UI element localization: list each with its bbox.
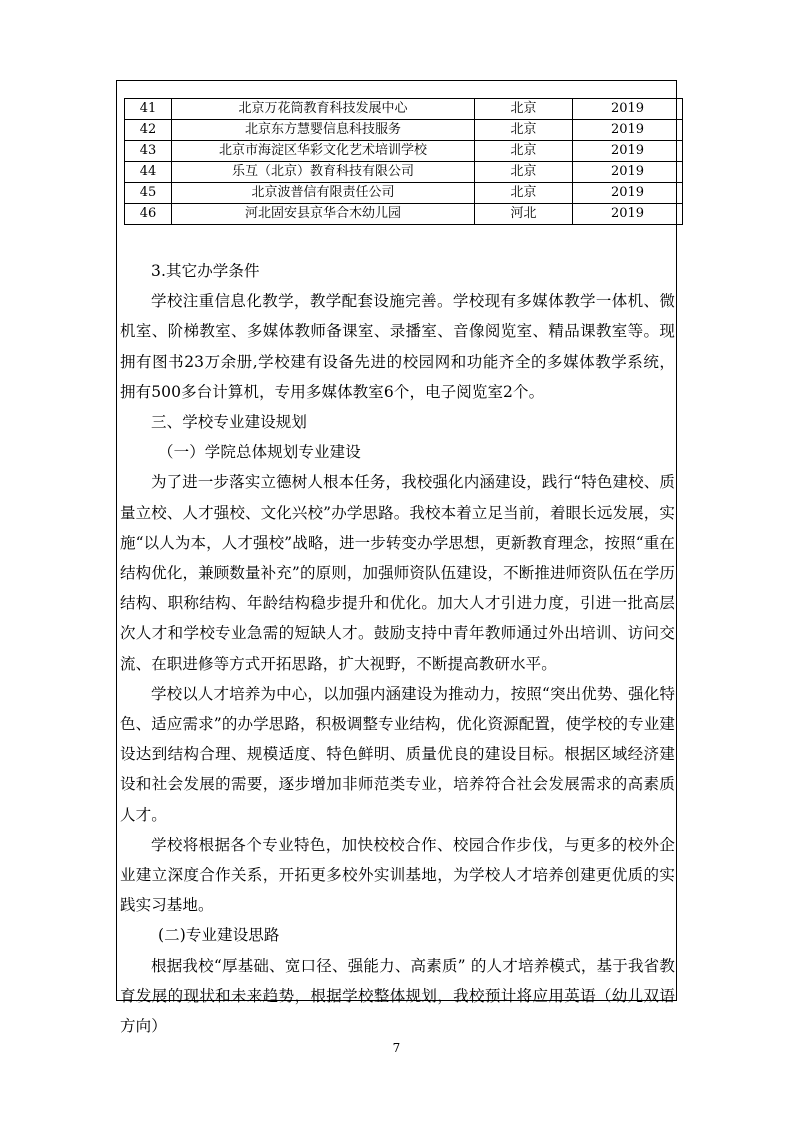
partner-region: 北京 (475, 141, 573, 162)
section-heading-overall: （一）学院总体规划专业建设 (158, 443, 361, 462)
table-row (125, 204, 683, 225)
table-row (125, 120, 683, 141)
partner-year: 2019 (573, 162, 683, 183)
paragraph-overall-1: 为了进一步落实立德树人根本任务，我校强化内涵建设，践行“特色建校、质量立校、人才强校、文化兴校”办学思路。我校本着立足当前，着眼长远发展，实施“以人为本，人才强校”战略，进一步转变办学思想，更新教育理念，按照“重在结构优化，兼顾数量补充”的原则，加强师资队伍建设，不断推进师资队伍在学历结构、职称结构、年龄结构稳步提升和优化。加大人才引进力度，引进一批高层次人才和学校专业急需的短缺人才。鼓励支持中青年教师通过外出培训、访问交流、在职进修等方式开拓思路，扩大视野，不断提高教研水平。 (120, 473, 675, 673)
partner-year: 2019 (573, 204, 683, 225)
partner-name: 北京东方慧婴信息科技服务 (172, 120, 475, 141)
body-content (120, 256, 675, 1041)
partner-year: 2019 (573, 99, 683, 120)
partner-name: 乐互（北京）教育科技有限公司 (172, 162, 475, 183)
partner-year: 2019 (573, 141, 683, 162)
row-number: 41 (125, 99, 172, 120)
partner-name: 北京万花筒教育科技发展中心 (172, 99, 475, 120)
partner-region: 北京 (475, 183, 573, 204)
paragraph-ideas-1: 根据我校“厚基础、宽口径、强能力、高素质” 的人才培养模式，基于我省教育发展的现状和未来趋势，根据学校整体规划，我校预计将应用英语（幼儿双语方向） (120, 956, 675, 1036)
row-number: 43 (125, 141, 172, 162)
partner-region: 北京 (475, 162, 573, 183)
partner-year: 2019 (573, 183, 683, 204)
section-heading-planning: 三、学校专业建设规划 (151, 413, 308, 432)
partner-name: 北京波普信有限责任公司 (172, 183, 475, 204)
partner-region: 北京 (475, 99, 573, 120)
row-number: 46 (125, 204, 172, 225)
partner-name: 北京市海淀区华彩文化艺术培训学校 (172, 141, 475, 162)
partner-table (124, 98, 683, 225)
partner-name: 河北固安县京华合木幼儿园 (172, 204, 475, 225)
row-number: 45 (125, 183, 172, 204)
paragraph-other-conditions: 学校注重信息化教学，教学配套设施完善。学校现有多媒体教学一体机、微机室、阶梯教室、多媒体教师备课室、录播室、音像阅览室、精品课教室等。现拥有图书23万余册,学校建有设备先进的校园网和功能齐全的多媒体教学系统，拥有500多台计算机，专用多媒体教室6个，电子阅览室2个。 (120, 292, 675, 401)
table-row (125, 183, 683, 204)
table-row (125, 99, 683, 120)
partner-region: 北京 (475, 120, 573, 141)
paragraph-overall-2: 学校以人才培养为中心，以加强内涵建设为推动力，按照“突出优势、强化特色、适应需求”的办学思路，积极调整专业结构，优化资源配置，使学校的专业建设达到结构合理、规模适度、特色鲜明、质量优良的建设目标。根据区域经济建设和社会发展的需要，逐步增加非师范类专业，培养符合社会发展需求的高素质人才。 (120, 684, 675, 824)
partner-region: 河北 (475, 204, 573, 225)
page-number: 7 (392, 1041, 401, 1055)
partner-year: 2019 (573, 120, 683, 141)
section-heading-ideas: (二)专业建设思路 (158, 926, 280, 945)
row-number: 44 (125, 162, 172, 183)
row-number: 42 (125, 120, 172, 141)
table-row (125, 141, 683, 162)
table-row (125, 162, 683, 183)
section-heading-other-conditions: 3.其它办学条件 (151, 262, 260, 280)
partner-table-body (125, 99, 683, 225)
paragraph-overall-3: 学校将根据各个专业特色，加快校校合作、校园合作步伐，与更多的校外企业建立深度合作关系，开拓更多校外实训基地，为学校人才培养创建更优质的实践实习基地。 (120, 835, 675, 915)
